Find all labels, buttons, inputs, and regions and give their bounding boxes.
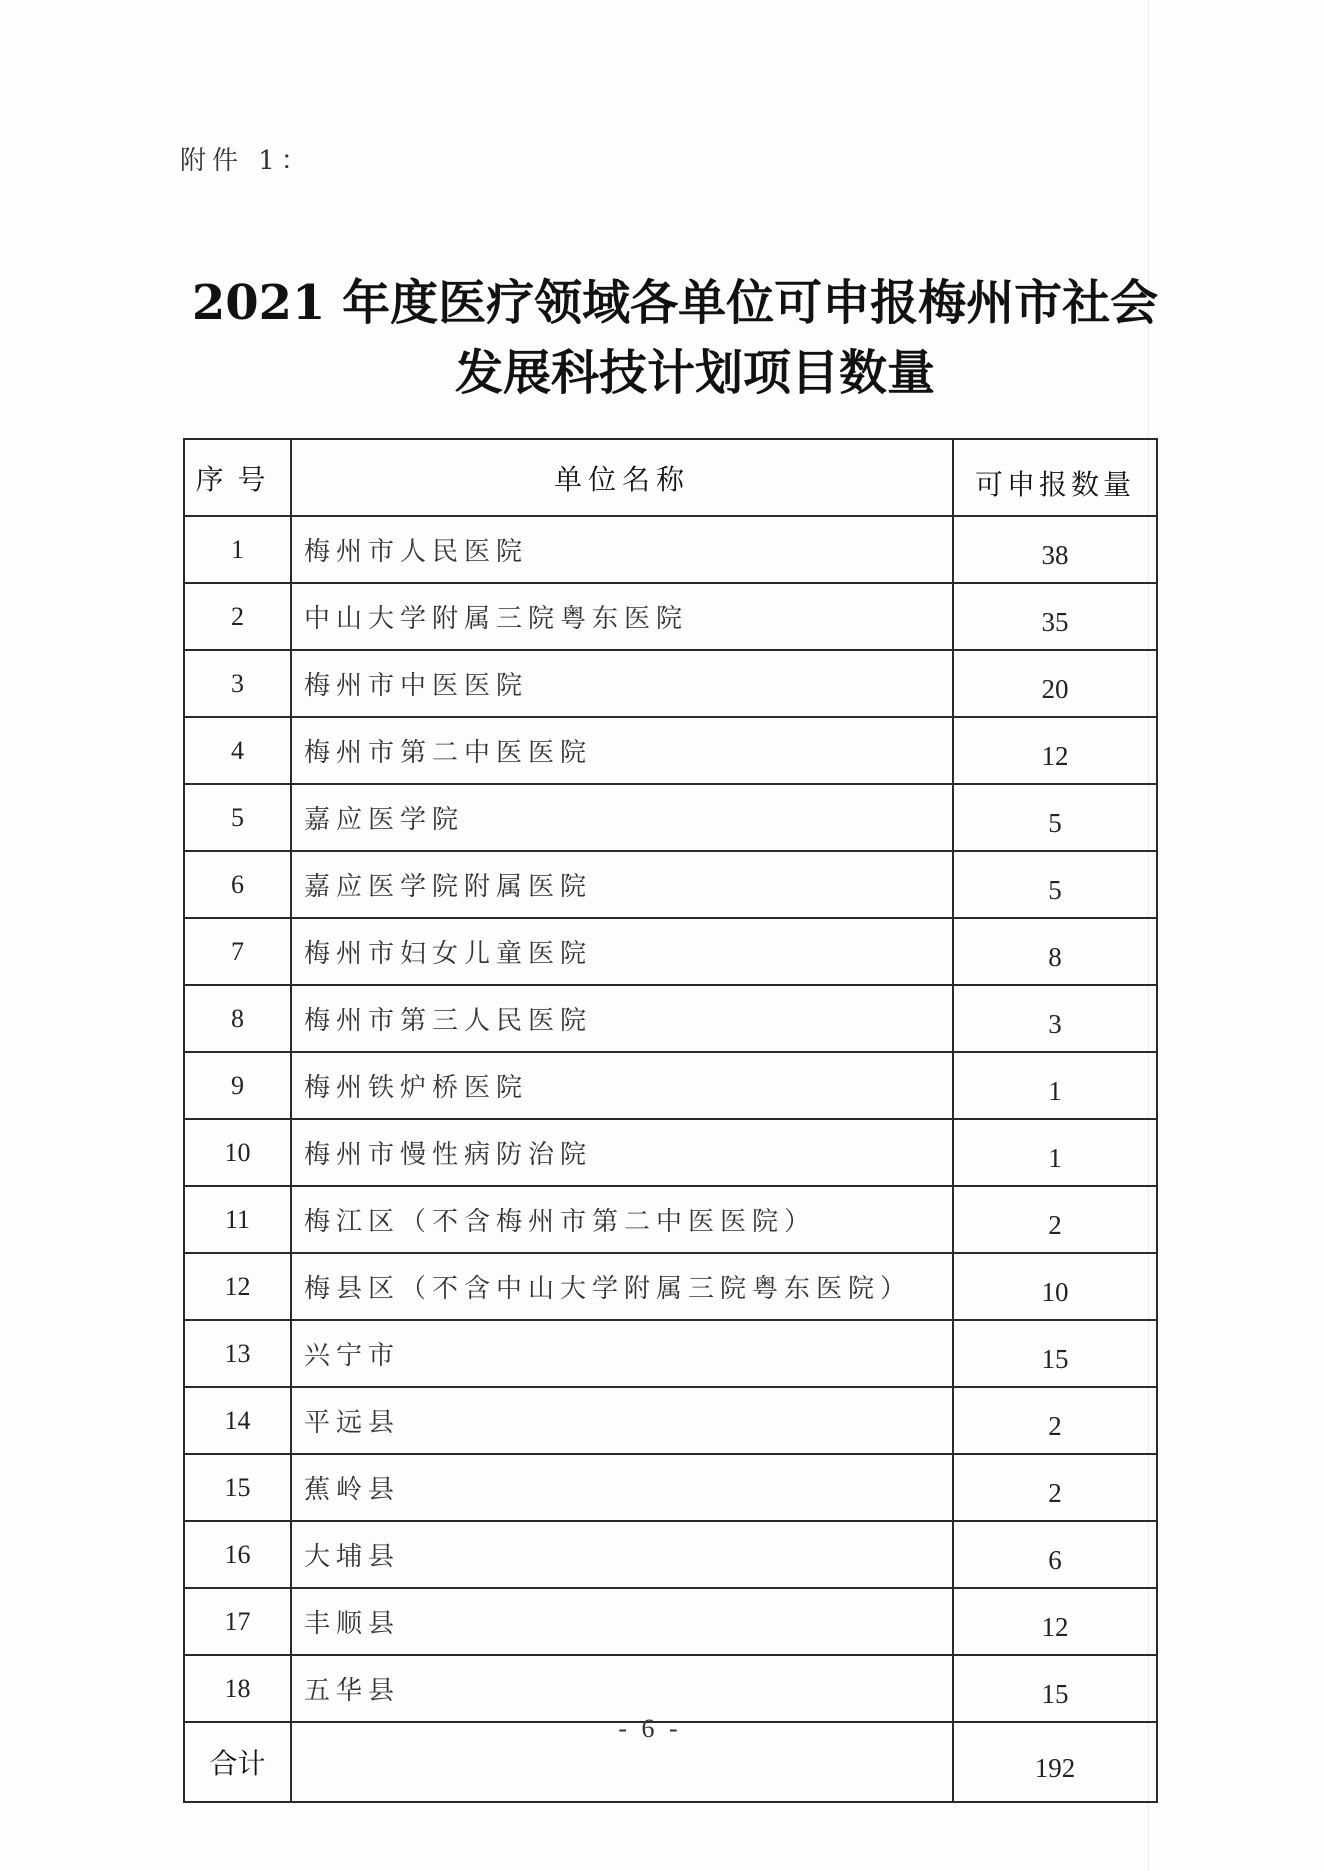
row-unit-name: 梅州市中医医院 [291, 650, 953, 717]
row-index: 11 [184, 1186, 291, 1253]
row-unit-name: 梅州市妇女儿童医院 [291, 918, 953, 985]
row-quota: 15 [953, 1655, 1157, 1722]
title-line-1: 2021 年度医疗领域各单位可申报梅州市社会 [191, 275, 1159, 331]
table-row [184, 516, 1157, 583]
table-row [184, 784, 1157, 851]
table-row [184, 1119, 1157, 1186]
row-quota: 2 [953, 1186, 1157, 1253]
row-quota: 2 [953, 1387, 1157, 1454]
table-row [184, 583, 1157, 650]
row-unit-name: 蕉岭县 [291, 1454, 953, 1521]
table-row [184, 717, 1157, 784]
row-quota: 10 [953, 1253, 1157, 1320]
table-row [184, 1655, 1157, 1722]
row-quota: 5 [953, 851, 1157, 918]
table-row [184, 1320, 1157, 1387]
row-unit-name: 兴宁市 [291, 1320, 953, 1387]
row-unit-name: 嘉应医学院附属医院 [291, 851, 953, 918]
table-row [184, 1387, 1157, 1454]
title-line-2: 发展科技计划项目数量 [454, 345, 935, 401]
row-index: 15 [184, 1454, 291, 1521]
row-index: 9 [184, 1052, 291, 1119]
row-quota: 1 [953, 1119, 1157, 1186]
row-index: 16 [184, 1521, 291, 1588]
row-quota: 3 [953, 985, 1157, 1052]
table-row [184, 1521, 1157, 1588]
header-unit-name: 单位名称 [291, 439, 953, 516]
row-unit-name: 梅江区（不含梅州市第二中医医院） [291, 1186, 953, 1253]
row-unit-name: 梅州市第三人民医院 [291, 985, 953, 1052]
row-index: 5 [184, 784, 291, 851]
row-index: 3 [184, 650, 291, 717]
row-index: 12 [184, 1253, 291, 1320]
row-quota: 38 [953, 516, 1157, 583]
table-row [184, 1454, 1157, 1521]
row-unit-name: 大埔县 [291, 1521, 953, 1588]
row-quota: 20 [953, 650, 1157, 717]
row-unit-name: 梅州市慢性病防治院 [291, 1119, 953, 1186]
row-unit-name: 嘉应医学院 [291, 784, 953, 851]
row-unit-name: 梅州市第二中医医院 [291, 717, 953, 784]
row-index: 14 [184, 1387, 291, 1454]
row-index: 6 [184, 851, 291, 918]
row-unit-name: 五华县 [291, 1655, 953, 1722]
row-index: 8 [184, 985, 291, 1052]
row-index: 18 [184, 1655, 291, 1722]
row-index: 4 [184, 717, 291, 784]
document-title [150, 268, 1200, 408]
row-quota: 12 [953, 1588, 1157, 1655]
quota-table [183, 438, 1158, 1803]
row-index: 17 [184, 1588, 291, 1655]
row-index: 7 [184, 918, 291, 985]
row-unit-name: 中山大学附属三院粤东医院 [291, 583, 953, 650]
table-row [184, 1588, 1157, 1655]
header-index: 序号 [184, 439, 291, 516]
row-index: 10 [184, 1119, 291, 1186]
row-index: 13 [184, 1320, 291, 1387]
table-row [184, 1253, 1157, 1320]
header-quota: 可申报数量 [953, 439, 1157, 516]
row-unit-name: 平远县 [291, 1387, 953, 1454]
row-unit-name: 梅州铁炉桥医院 [291, 1052, 953, 1119]
row-unit-name: 梅县区（不含中山大学附属三院粤东医院） [291, 1253, 953, 1320]
table-row [184, 851, 1157, 918]
table-header-row [184, 439, 1157, 516]
table-row [184, 1052, 1157, 1119]
row-quota: 12 [953, 717, 1157, 784]
table-row [184, 918, 1157, 985]
row-quota: 35 [953, 583, 1157, 650]
row-quota: 15 [953, 1320, 1157, 1387]
table-row [184, 650, 1157, 717]
total-label: 合计 [184, 1722, 291, 1802]
row-unit-name: 梅州市人民医院 [291, 516, 953, 583]
row-quota: 6 [953, 1521, 1157, 1588]
row-quota: 2 [953, 1454, 1157, 1521]
row-index: 2 [184, 583, 291, 650]
row-quota: 5 [953, 784, 1157, 851]
table-row [184, 985, 1157, 1052]
table-row [184, 1186, 1157, 1253]
row-index: 1 [184, 516, 291, 583]
row-quota: 8 [953, 918, 1157, 985]
attachment-label: 附件 1： [180, 146, 313, 176]
row-quota: 1 [953, 1052, 1157, 1119]
page-number: - 6 - [618, 1714, 682, 1743]
row-unit-name: 丰顺县 [291, 1588, 953, 1655]
total-quota: 192 [953, 1722, 1157, 1802]
